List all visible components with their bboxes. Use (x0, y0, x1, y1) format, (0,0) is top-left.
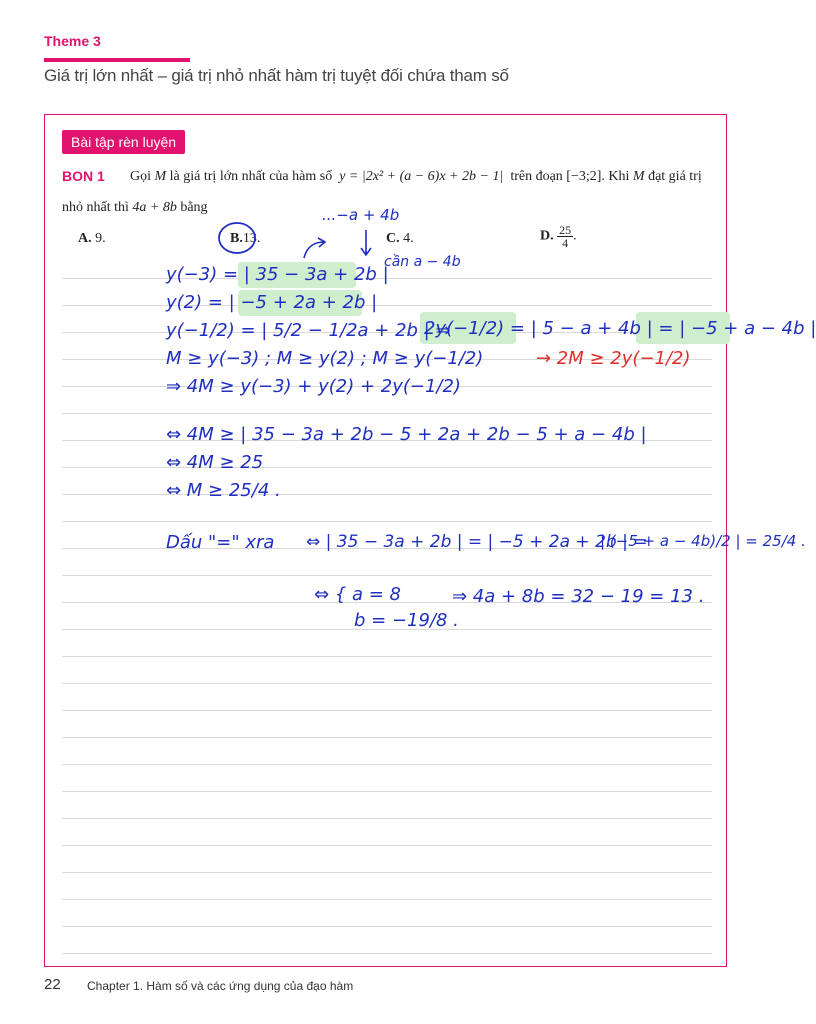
hw-line-6: ⇔ 4M ≥ | 35 − 3a + 2b − 5 + 2a + 2b − 5 + a − 4b | (166, 424, 647, 445)
chapter-footer: Chapter 1. Hàm số và các ứng dụng của đạo hàm (87, 979, 354, 993)
hw-line-9a: Dấu "=" xra (166, 532, 275, 553)
hw-line-9b: ⇔ | 35 − 3a + 2b | = | −5 + 2a + 2b | = (306, 532, 648, 552)
hw-line-1: y(−3) = | 35 − 3a + 2b | (166, 264, 389, 285)
hw-line-10c: ⇒ 4a + 8b = 32 − 19 = 13 . (452, 586, 705, 607)
hw-line-4a: M ≥ y(−3) ; M ≥ y(2) ; M ≥ y(−1/2) (166, 348, 484, 369)
hw-line-10b: b = −19/8 . (354, 610, 459, 631)
choice-a: A. 9. (78, 231, 106, 246)
hw-line-3b: 2y(−1/2) = | 5 − a + 4b | = | −5 + a − 4b | (424, 318, 816, 339)
note-top: ...−a + 4b (322, 206, 400, 224)
theme-label: Theme 3 (44, 33, 101, 49)
page-title: Giá trị lớn nhất – giá trị nhỏ nhất hàm trị tuyệt đối chứa tham số (44, 66, 509, 85)
theme-underline (44, 58, 190, 62)
hw-line-9c: | (−5 + a − 4b)/2 | = 25/4 . (600, 532, 806, 550)
hw-line-8: ⇔ M ≥ 25/4 . (166, 480, 281, 501)
hw-line-5: ⇒ 4M ≥ y(−3) + y(2) + 2y(−1/2) (166, 376, 461, 397)
arrow-icon (300, 236, 330, 260)
choice-d: D. $\frac{25}{4}$ . (540, 223, 577, 250)
hw-line-2: y(2) = | −5 + 2a + 2b | (166, 292, 378, 313)
problem-line-2: nhỏ nhất thì 4a + 8b bằng (62, 200, 208, 215)
hw-line-7: ⇔ 4M ≥ 25 (166, 452, 264, 473)
hw-line-10a: ⇔ { a = 8 (314, 584, 401, 605)
problem-label: BON 1 (62, 168, 105, 184)
hw-line-3a: y(−1/2) = | 5/2 − 1/2a + 2b | ⇒ (166, 320, 451, 341)
down-arrow-icon (358, 228, 374, 258)
page-number: 22 (44, 976, 61, 993)
hw-line-4b: → 2M ≥ 2y(−1/2) (536, 348, 691, 369)
section-tag: Bài tập rèn luyện (62, 130, 185, 154)
choice-b: B.13. (230, 231, 261, 246)
note-can: cần a − 4b (384, 254, 461, 270)
problem-line-1: Gọi M là giá trị lớn nhất của hàm số y = |2x² + (a − 6)x + 2b − 1| trên đoạn [−3;2]. Khi M đạt giá trị (130, 169, 702, 184)
choice-b-circle (216, 220, 261, 256)
choice-c: C. 4. (386, 231, 414, 246)
